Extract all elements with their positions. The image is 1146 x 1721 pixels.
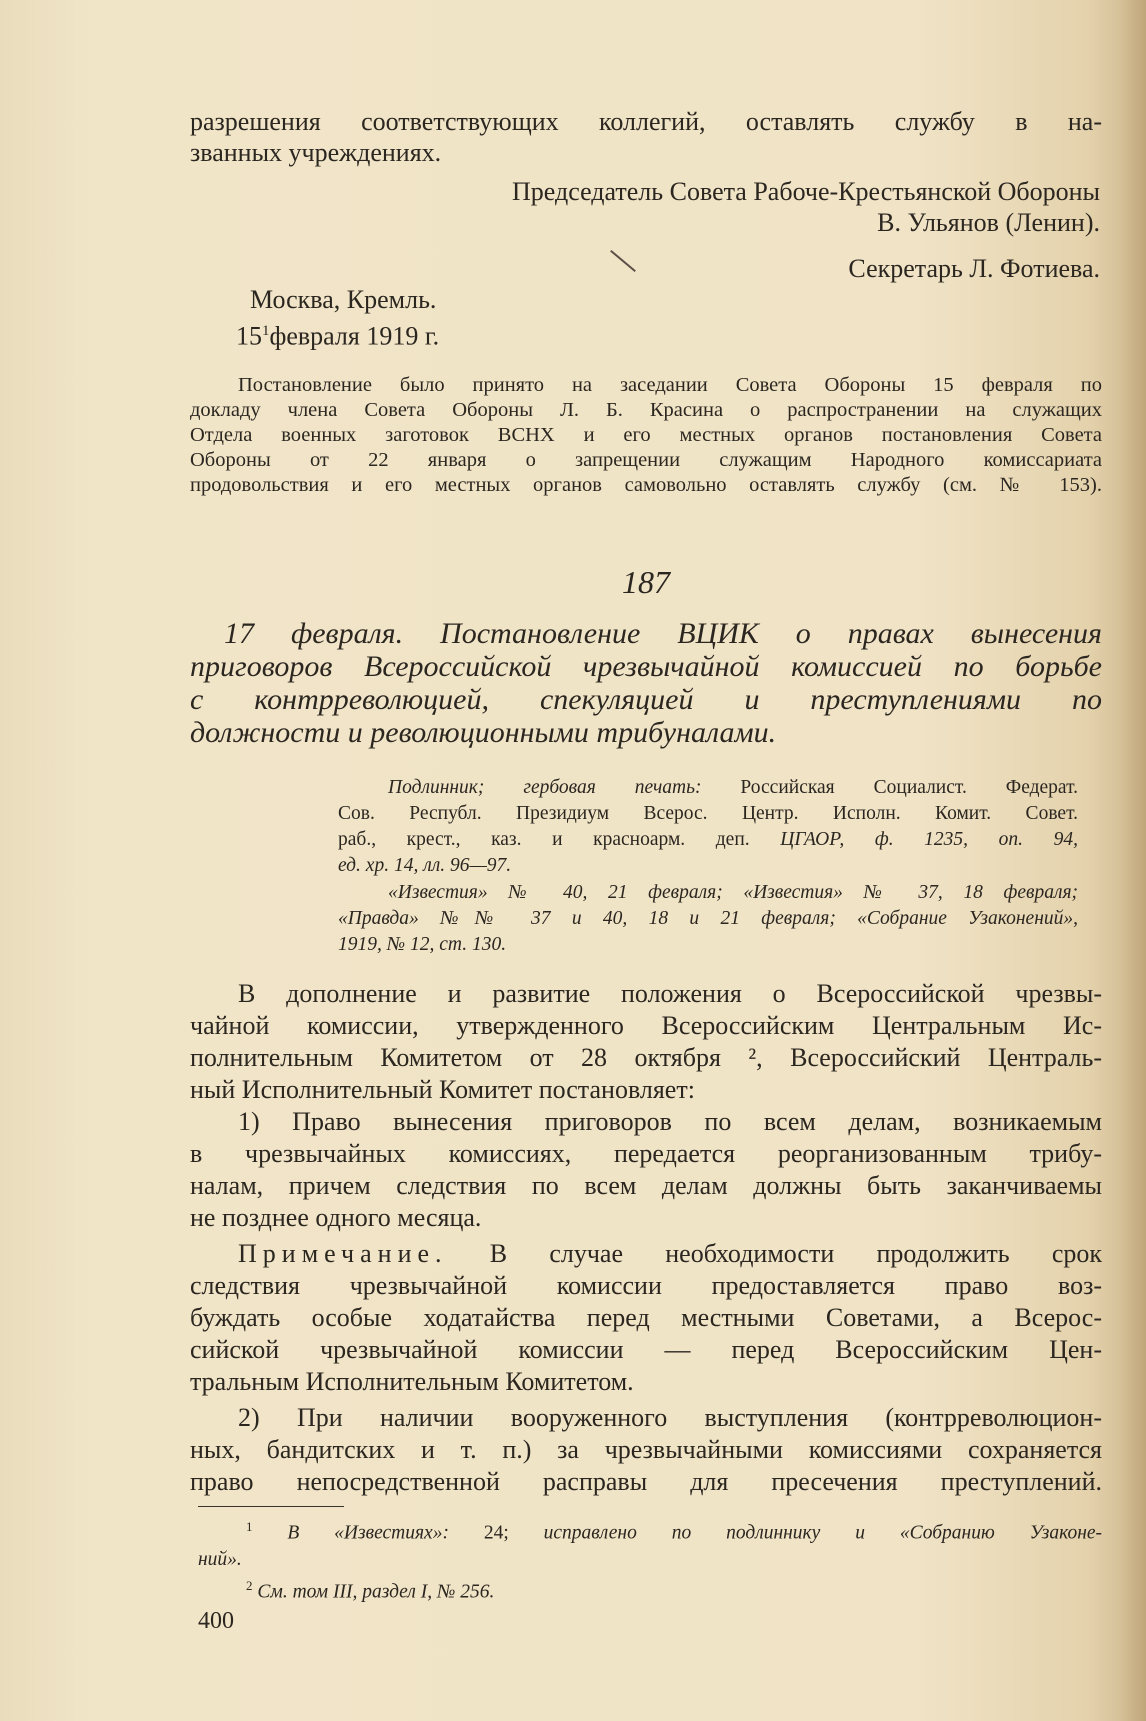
continuation-paragraph (190, 106, 1102, 168)
text-line: разрешения соответствующих коллегий, оставлять службу в на- (190, 107, 1102, 136)
secretary-signature: Секретарь Л. Фотиева. (848, 254, 1100, 283)
footnote-1: $^1$ В «Известиях»: 24; исправлено по подлиннику и «Собранию Узаконе- (246, 1519, 1103, 1544)
publication-citation (338, 880, 1078, 958)
text-line: «Известия» № 40, 21 февраля; «Известия» № 37, 18 февраля; (388, 882, 1078, 903)
note-line: Примечание. В случае необходимости продолжить срок (238, 1239, 1102, 1268)
footnote-rule (198, 1506, 344, 1507)
footnote-1-cont: ний». (198, 1548, 242, 1570)
text-line: право непосредственной расправы для пресечения преступлений. (190, 1467, 1102, 1496)
text-line: налам, причем следствия по всем делам должны быть заканчиваемы (190, 1171, 1102, 1200)
chair-title: Председатель Совета Рабоче-Крестьянской Обороны (512, 177, 1100, 206)
text-line (338, 775, 1078, 801)
text-line: В дополнение и развитие положения о Всероссийской чрезвы- (238, 979, 1102, 1008)
text-line: продовольствия и его местных органов самовольно оставлять службу (см. № 153). (190, 474, 1102, 496)
decree-body (190, 978, 1102, 1498)
date-day: 15 (236, 321, 262, 351)
heading-line: с контрреволюцией, спекуляцией и преступлениями по (190, 683, 1102, 716)
text-line: Обороны от 22 января о запрещении служащим Народного комиссариата (190, 449, 1102, 471)
text-line: ных, бандитских и т. п.) за чрезвычайными комиссиями сохраняется (190, 1435, 1102, 1464)
text-line: Постановление было принято на заседании Совета Обороны 15 февраля по (238, 374, 1102, 396)
text-line: раб., крест., каз. и красноарм. деп. ЦГАОР, ф. 1235, оп. 94, (338, 829, 1078, 850)
heading-line: приговоров Всероссийской чрезвычайной комиссией по борьбе (190, 650, 1102, 683)
footnotes (198, 1514, 1102, 1605)
text-line: буждать особые ходатайства перед местными Советами, а Всерос- (190, 1303, 1102, 1332)
text-line: тральным Исполнительным Комитетом. (190, 1367, 634, 1396)
point-2: 2) При наличии вооруженного выступления (контрреволюцион- (238, 1403, 1102, 1432)
chair-name: В. Ульянов (Ленин). (877, 208, 1100, 237)
source-seal-text: Российская Социалист. Федерат. (740, 777, 1079, 798)
footnote-marker[interactable]: 1 (262, 323, 270, 339)
text-line: в чрезвычайных комиссиях, передается реорганизованным трибу- (190, 1139, 1102, 1168)
text-line: докладу члена Совета Обороны Л. Б. Красина о распространении на служащих (190, 399, 1102, 421)
text-line: званных учреждениях. (190, 138, 442, 167)
text-line: сийской чрезвычайной комиссии — перед Всероссийским Цен- (190, 1335, 1102, 1364)
text-line: «Правда» №№ 37 и 40, 18 и 21 февраля; «Собрание Узаконений», (338, 908, 1078, 929)
text-line: Отдела военных заготовок ВСНХ и его местных органов постановления Совета (190, 424, 1102, 446)
footnote-2: $^2$ См. том III, раздел I, № 256. (246, 1577, 495, 1602)
text-line: ный Исполнительный Комитет постановляет: (190, 1075, 695, 1104)
place-line: Москва, Кремль. (250, 285, 437, 314)
document-number: 187 (622, 564, 670, 600)
point-1: 1) Право вынесения приговоров по всем делам, возникаемым (238, 1107, 1102, 1136)
date-line (236, 316, 439, 352)
heading-line: 17 февраля. Постановление ВЦИК о правах вынесения (224, 617, 1102, 650)
document-heading (190, 617, 1102, 749)
editorial-note (190, 373, 1102, 498)
text-line: полнительным Комитетом от 28 октября ², Всероссийский Централь- (190, 1043, 1102, 1072)
text-line: ед. хр. 14, лл. 96—97. (338, 855, 512, 876)
text-line: Сов. Республ. Президиум Всерос. Центр. Исполн. Комит. Совет. (338, 803, 1078, 824)
signature-block (190, 176, 1100, 284)
text-line: чайной комиссии, утвержденного Всероссийским Центральным Ис- (190, 1011, 1102, 1040)
page-edge-shadow (1118, 0, 1146, 1721)
source-label: Подлинник; гербовая печать: (388, 777, 702, 798)
text-line: не позднее одного месяца. (190, 1203, 482, 1232)
text-line: следствия чрезвычайной комиссии предоставляется право воз- (190, 1271, 1102, 1300)
note-label: Примечание. (238, 1239, 448, 1268)
heading-line: должности и революционными трибуналами. (190, 716, 777, 749)
date-rest: февраля 1919 г. (269, 321, 440, 351)
text-line: 1919, № 12, ст. 130. (338, 934, 507, 955)
source-citation (338, 775, 1078, 879)
page-number: 400 (198, 1608, 234, 1634)
